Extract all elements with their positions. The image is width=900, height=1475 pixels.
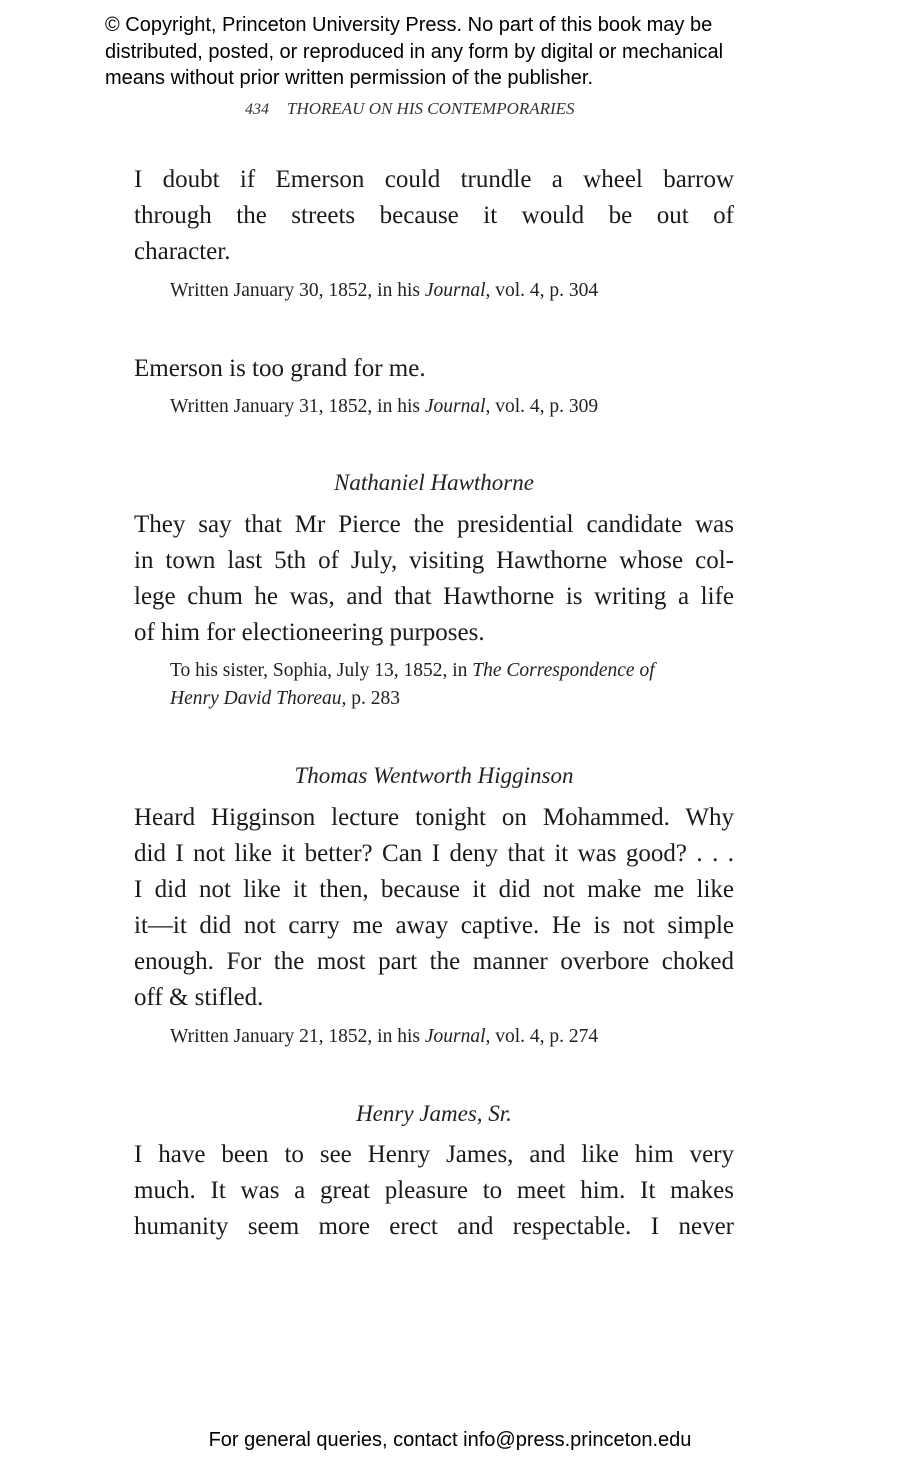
citation-line: Written January 21, 1852, in his Journal, vol. 4, p. 274: [170, 1026, 599, 1047]
citation: [170, 657, 655, 713]
quote-hawthorne: [134, 507, 734, 651]
quote-line: enough. For the most part the manner overbore choked: [134, 948, 734, 975]
copyright-line: © Copyright, Princeton University Press. No part of this book may be: [105, 14, 713, 36]
quote-henry-james: [134, 1137, 734, 1245]
copyright-line: means without prior written permission of the publisher.: [105, 67, 594, 89]
quote-line: Heard Higginson lecture tonight on Mohammed. Why: [134, 804, 734, 831]
quote-line: of him for electioneering purposes.: [134, 619, 485, 646]
quote-line: Emerson is too grand for me.: [134, 355, 426, 382]
citation-line: To his sister, Sophia, July 13, 1852, in The Correspondence of: [170, 660, 655, 681]
quote-text: [134, 162, 734, 270]
quote-line: through the streets because it would be out of: [134, 202, 734, 229]
running-head-title: THOREAU ON HIS CONTEMPORARIES: [287, 99, 575, 118]
quote-line: off & stifled.: [134, 984, 264, 1011]
quote-text: [134, 800, 734, 1016]
quote-text: [134, 1137, 734, 1245]
citation: [170, 1023, 598, 1051]
quote-line: much. It was a great pleasure to meet him. It makes: [134, 1177, 734, 1204]
quote-line: it—it did not carry me away captive. He is not simple: [134, 912, 734, 939]
section-heading-hawthorne: Nathaniel Hawthorne: [334, 470, 534, 495]
quote-line: I did not like it then, because it did not make me like: [134, 876, 734, 903]
citation-line: Written January 31, 1852, in his Journal, vol. 4, p. 309: [170, 396, 599, 417]
citation: [170, 393, 598, 421]
quote-text: [134, 507, 734, 651]
citation-work-title: Henry David Thoreau: [170, 688, 342, 709]
quote-emerson-wheelbarrow: [134, 162, 734, 270]
quote-line: They say that Mr Pierce the presidential candidate was: [134, 511, 734, 538]
copyright-notice: [105, 12, 825, 92]
quote-line: I have been to see Henry James, and like him very: [134, 1141, 734, 1168]
quote-line: I doubt if Emerson could trundle a wheel barrow: [134, 166, 734, 193]
quote-line: lege chum he was, and that Hawthorne is writing a life: [134, 583, 734, 610]
citation-line: Henry David Thoreau, p. 283: [170, 688, 401, 709]
citation: [170, 277, 598, 305]
quote-emerson-grand: [134, 351, 734, 387]
citation-work-title: Journal: [424, 396, 486, 417]
quote-line: did I not like it better? Can I deny that it was good? . . .: [134, 840, 734, 867]
quote-line: humanity seem more erect and respectable. I never: [134, 1213, 734, 1240]
section-heading-higginson: Thomas Wentworth Higginson: [294, 763, 574, 788]
section-heading-henry-james: Henry James, Sr.: [356, 1101, 512, 1126]
citation-work-title: The Correspondence of: [472, 660, 655, 681]
running-head: [245, 99, 575, 119]
quote-higginson: [134, 800, 734, 1016]
citation-work-title: Journal: [424, 280, 486, 301]
copyright-line: distributed, posted, or reproduced in any form by digital or mechanical: [105, 40, 724, 63]
quote-line: in town last 5th of July, visiting Hawthorne whose col-: [134, 547, 734, 574]
page-number: 434: [245, 101, 269, 118]
footer-contact: For general queries, contact info@press.princeton.edu: [208, 1429, 692, 1451]
quote-line: character.: [134, 238, 231, 265]
citation-line: Written January 30, 1852, in his Journal, vol. 4, p. 304: [170, 280, 599, 301]
quote-text: [134, 351, 734, 387]
citation-work-title: Journal: [424, 1026, 486, 1047]
